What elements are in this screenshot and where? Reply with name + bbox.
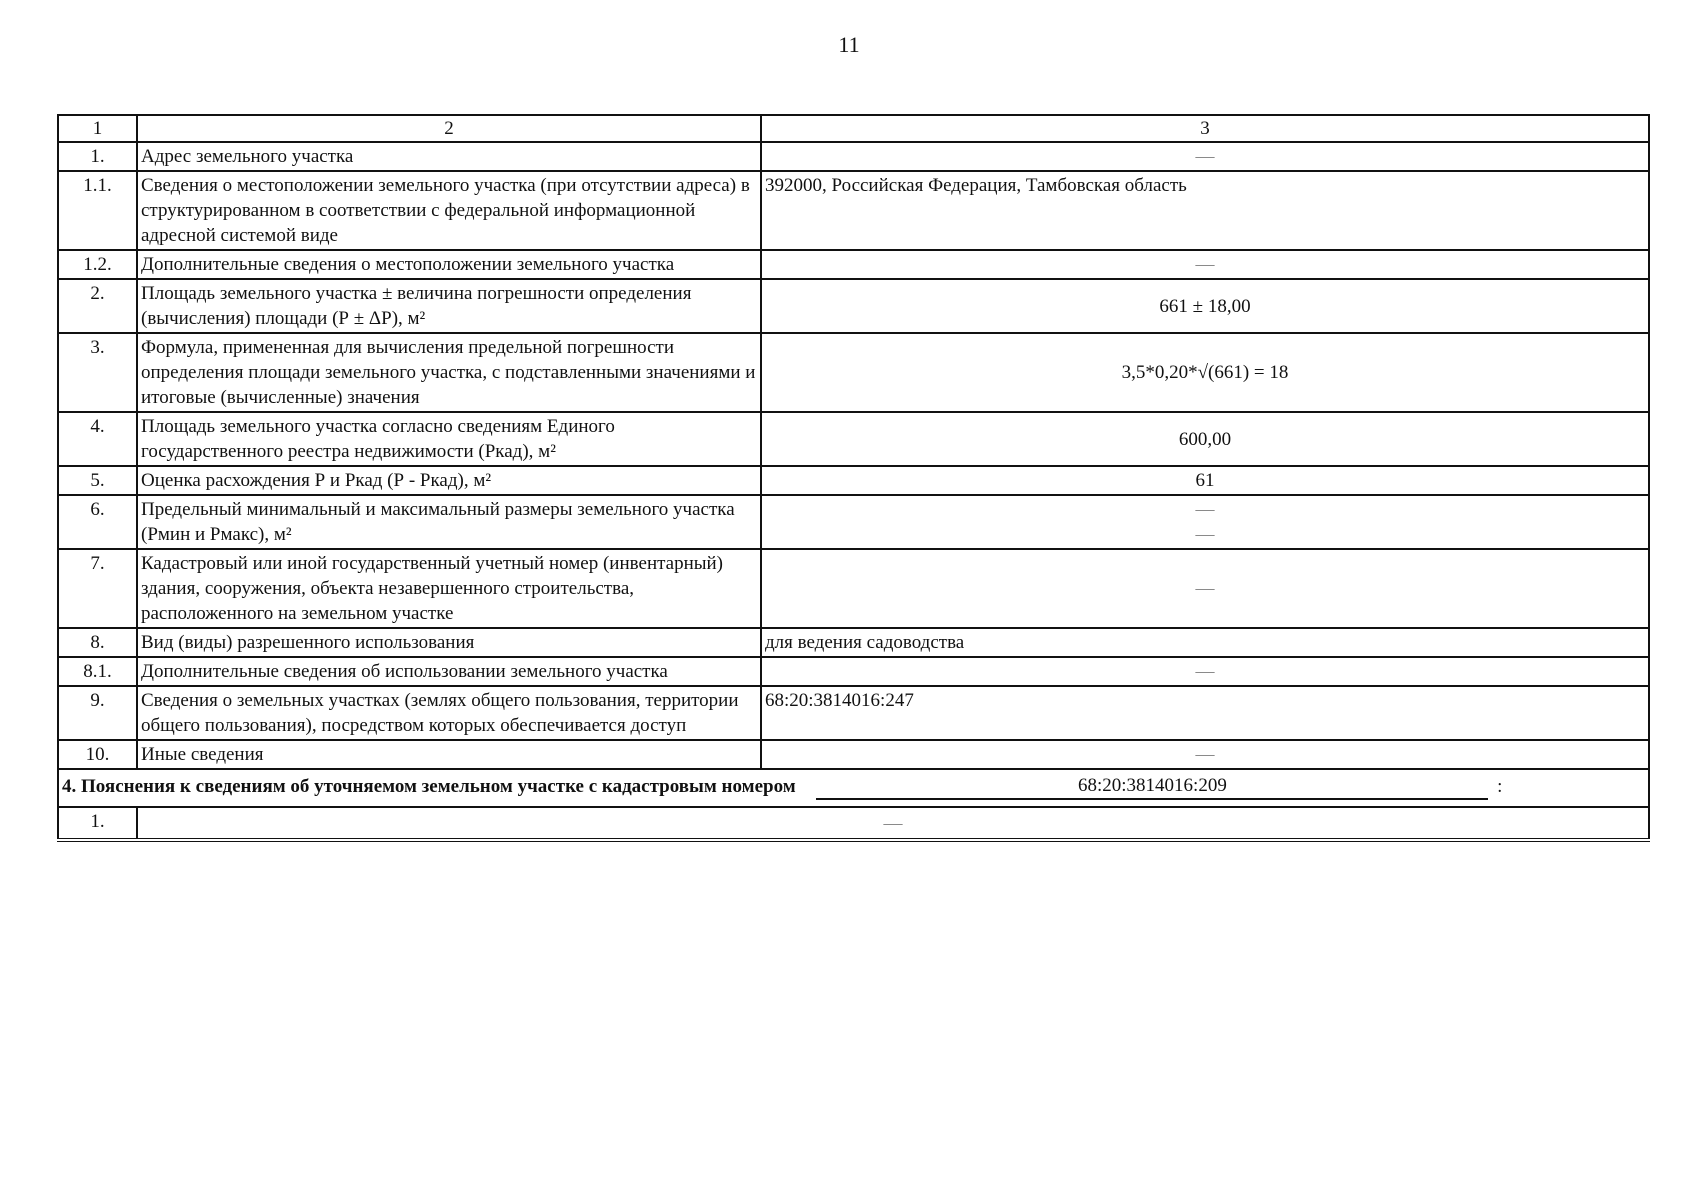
row-number: 1.: [58, 807, 137, 840]
row-label: Предельный минимальный и максимальный размеры земельного участка (Рмин и Рмакс), м²: [137, 495, 761, 549]
row-value: 661 ± 18,00: [761, 279, 1649, 333]
row-number: 1.1.: [58, 171, 137, 250]
header-col-3: 3: [761, 115, 1649, 142]
table-row: [58, 171, 1649, 250]
row-value: 61: [761, 466, 1649, 495]
table-row: [58, 279, 1649, 333]
table-row: [58, 657, 1649, 686]
table-row: [58, 142, 1649, 171]
row-number: 1.: [58, 142, 137, 171]
row-label: Вид (виды) разрешенного использования: [137, 628, 761, 657]
table-row: [58, 250, 1649, 279]
row-label: Формула, примененная для вычисления предельной погрешности определения площади земельного участка, с подставленными значениями и итоговые (вычисленные) значения: [137, 333, 761, 412]
table-row: [58, 740, 1649, 769]
row-value: [761, 495, 1649, 549]
row-number: 8.: [58, 628, 137, 657]
row-label: Оценка расхождения Р и Ркад (Р - Ркад), м²: [137, 466, 761, 495]
table-row: [58, 466, 1649, 495]
land-plot-info-table: [57, 114, 1650, 842]
row-label: Площадь земельного участка ± величина погрешности определения (вычисления) площади (Р ± ΔР), м²: [137, 279, 761, 333]
row-value: —: [761, 549, 1649, 628]
row-value: —: [761, 657, 1649, 686]
table-row: [58, 333, 1649, 412]
table-row: [58, 495, 1649, 549]
row-number: 10.: [58, 740, 137, 769]
table-row: [58, 686, 1649, 740]
section-4-title: 4. Пояснения к сведениям об уточняемом земельном участке с кадастровым номером: [62, 776, 796, 797]
max-size-value: —: [1195, 524, 1215, 545]
header-col-2: 2: [137, 115, 761, 142]
row-number: 4.: [58, 412, 137, 466]
row-value: —: [761, 142, 1649, 171]
row-number: 3.: [58, 333, 137, 412]
section-4-cadastral-number: 68:20:3814016:209: [816, 774, 1488, 800]
section-4-colon: :: [1497, 776, 1503, 797]
header-col-1: 1: [58, 115, 137, 142]
row-label: Сведения о земельных участках (землях общего пользования, территории общего пользования), посредством которых обеспечивается доступ: [137, 686, 761, 740]
section-4-header: [58, 769, 1649, 807]
row-value: —: [137, 807, 1649, 840]
row-number: 7.: [58, 549, 137, 628]
row-value: 3,5*0,20*√(661) = 18: [761, 333, 1649, 412]
row-number: 8.1.: [58, 657, 137, 686]
table-row: [58, 807, 1649, 840]
row-number: 5.: [58, 466, 137, 495]
row-value: —: [761, 740, 1649, 769]
row-label: Дополнительные сведения об использовании земельного участка: [137, 657, 761, 686]
row-value: 68:20:3814016:247: [761, 686, 1649, 740]
row-value: 600,00: [761, 412, 1649, 466]
row-value: —: [761, 250, 1649, 279]
row-label: Сведения о местоположении земельного участка (при отсутствии адреса) в структурированном в соответствии с федеральной информационной адресной системой виде: [137, 171, 761, 250]
table-row: [58, 549, 1649, 628]
min-size-value: —: [1195, 499, 1215, 520]
row-label: Кадастровый или иной государственный учетный номер (инвентарный) здания, сооружения, объекта незавершенного строительства, расположенного на земельном участке: [137, 549, 761, 628]
row-label: Дополнительные сведения о местоположении земельного участка: [137, 250, 761, 279]
table-header-row: [58, 115, 1649, 142]
table-row: [58, 412, 1649, 466]
row-value: для ведения садоводства: [761, 628, 1649, 657]
row-label: Иные сведения: [137, 740, 761, 769]
row-number: 2.: [58, 279, 137, 333]
row-number: 6.: [58, 495, 137, 549]
row-number: 9.: [58, 686, 137, 740]
section-4-cell: [58, 769, 1649, 807]
table-row: [58, 628, 1649, 657]
row-number: 1.2.: [58, 250, 137, 279]
row-value: 392000, Российская Федерация, Тамбовская область: [761, 171, 1649, 250]
row-label: Площадь земельного участка согласно сведениям Единого государственного реестра недвижимости (Ркад), м²: [137, 412, 761, 466]
row-label: Адрес земельного участка: [137, 142, 761, 171]
page-number: 11: [838, 32, 860, 57]
